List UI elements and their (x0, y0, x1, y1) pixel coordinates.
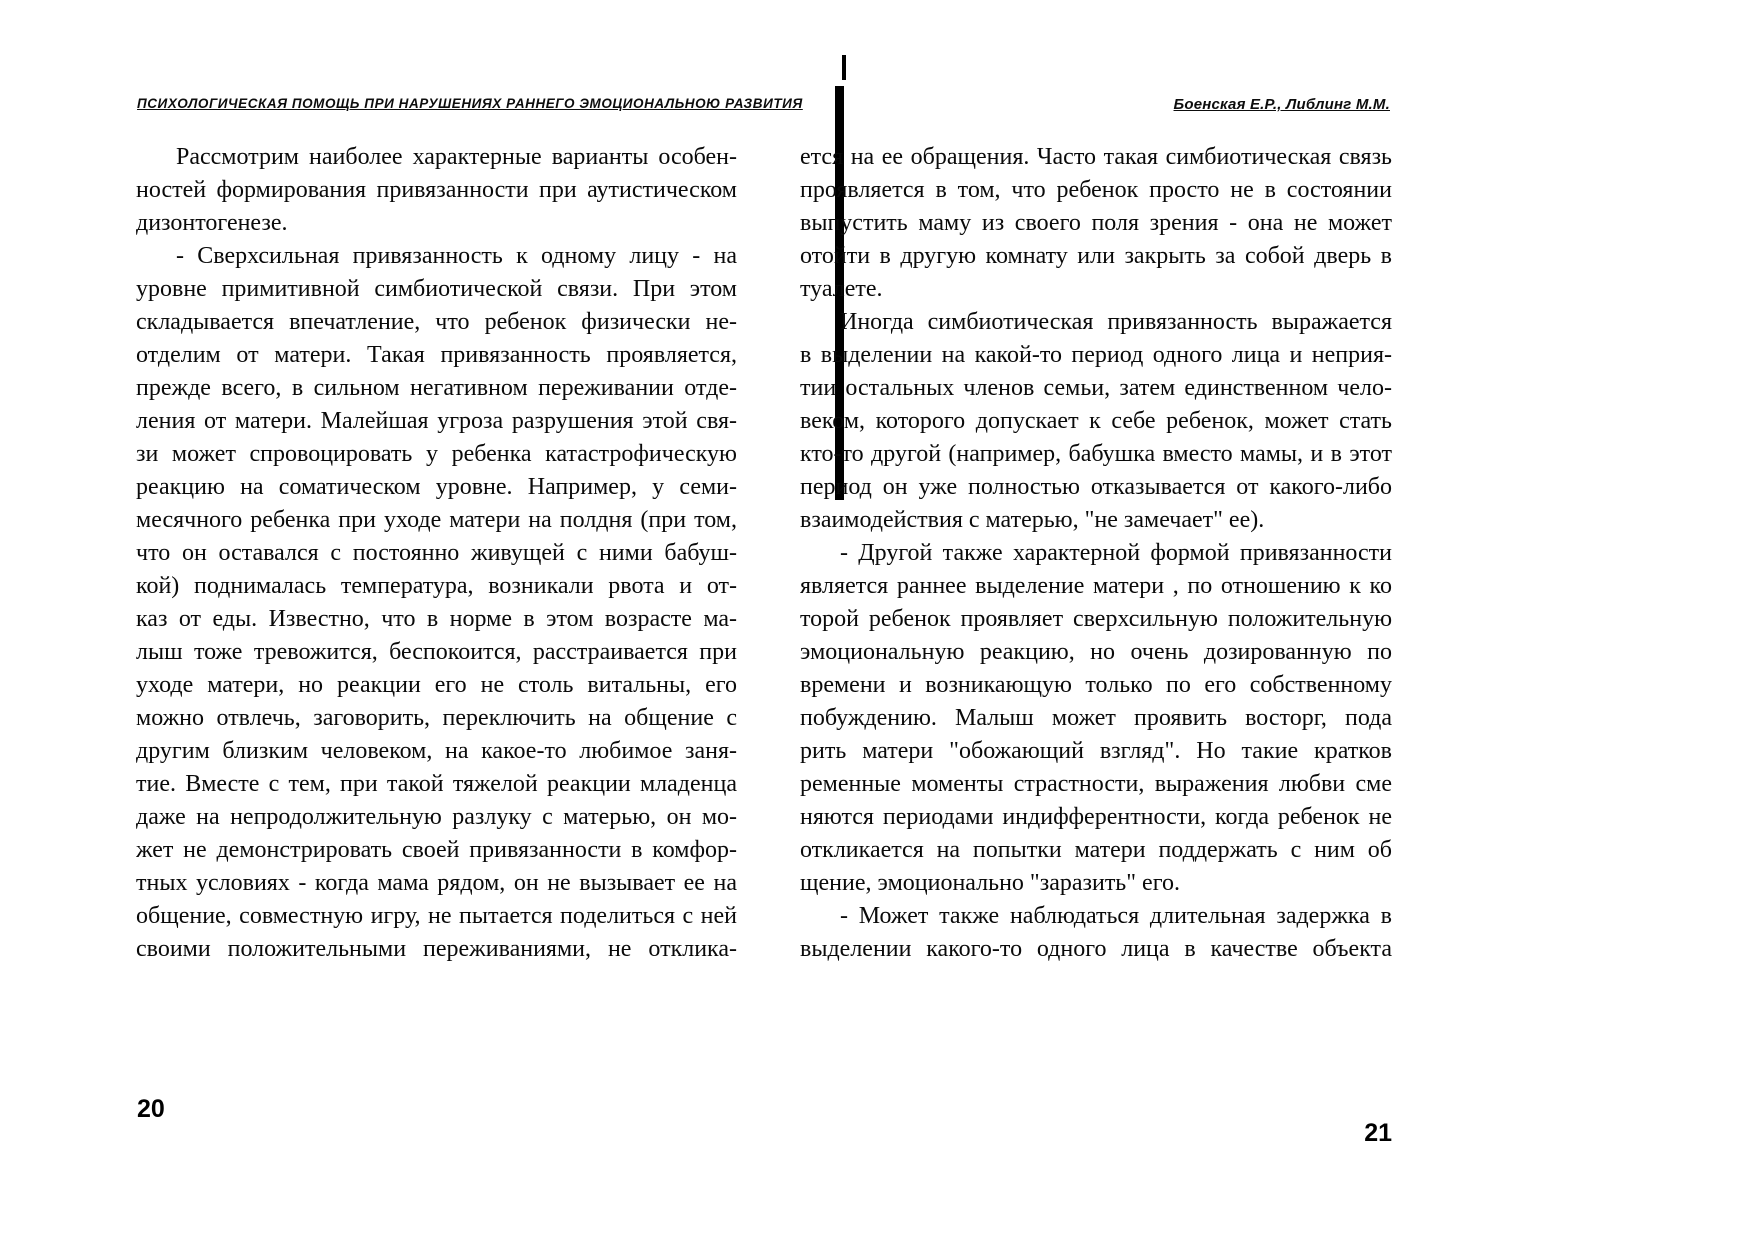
text-line: выпустить маму из своего поля зрения - она не может (800, 210, 1392, 236)
text-line: складывается впечатление, что ребенок физически не- (136, 309, 737, 335)
text-line: лыш тоже тревожится, беспокоится, расстраивается при (136, 639, 737, 665)
running-head-right: Боенская Е.Р., Либлинг М.М. (1173, 96, 1390, 113)
text-line: является раннее выделение матери , по отношению к ко (800, 573, 1392, 599)
text-line: тие. Вместе с тем, при такой тяжелой реакции младенца (136, 771, 737, 797)
page-number-left: 20 (137, 1095, 165, 1123)
text-line: кой) поднималась температура, возникали рвота и от- (136, 573, 737, 599)
text-line: туалете. (800, 276, 883, 302)
text-line: своими положительными переживаниями, не отклика- (136, 936, 737, 962)
text-line: можно отвлечь, заговорить, переключить на общение с (136, 705, 737, 731)
text-line: тии остальных членов семьи, затем единственном чело- (800, 375, 1392, 401)
text-line: ления от матери. Малейшая угроза разрушения этой свя- (136, 408, 737, 434)
text-line: ется на ее обращения. Часто такая симбиотическая связь (800, 144, 1392, 170)
text-line: уровне примитивной симбиотической связи. При этом (136, 276, 737, 302)
text-line: даже на непродолжительную разлуку с матерью, он мо- (136, 804, 737, 830)
text-line: проявляется в том, что ребенок просто не в состоянии (800, 177, 1392, 203)
text-line: в выделении на какой-то период одного лица и неприя- (800, 342, 1392, 368)
page-left-text-column (136, 141, 737, 966)
text-line: месячного ребенка при уходе матери на полдня (при том, (136, 507, 737, 533)
page-number-right: 21 (1364, 1119, 1392, 1147)
text-line: побуждению. Малыш может проявить восторг, пода (800, 705, 1392, 731)
text-line: зи может спровоцировать у ребенка катастрофическую (136, 441, 737, 467)
text-line: другим близким человеком, на какое-то любимое заня- (136, 738, 737, 764)
text-line: прежде всего, в сильном негативном переживании отде- (136, 375, 737, 401)
text-line: ностей формирования привязанности при аутистическом (136, 177, 737, 203)
text-line: Иногда симбиотическая привязанность выражается (840, 309, 1392, 335)
text-line: реакцию на соматическом уровне. Например, у семи- (136, 474, 737, 500)
text-line: дизонтогенезе. (136, 210, 288, 236)
text-line: отойти в другую комнату или закрыть за собой дверь в (800, 243, 1392, 269)
text-line: откликается на попытки матери поддержать с ним об (800, 837, 1392, 863)
page-right-text-column (800, 141, 1392, 966)
text-line: взаимодействия с матерью, "не замечает" ее). (800, 507, 1265, 533)
text-line: период он уже полностью отказывается от какого-либо (800, 474, 1392, 500)
page-divider-tick (842, 55, 846, 80)
text-line: рить матери "обожающий взгляд". Но такие кратков (800, 738, 1392, 764)
text-line: - Может также наблюдаться длительная задержка в (840, 903, 1392, 929)
text-line: - Другой также характерной формой привязанности (840, 540, 1392, 566)
text-line: щение, эмоционально "заразить" его. (800, 870, 1180, 896)
text-line: ременные моменты страстности, выражения любви сме (800, 771, 1392, 797)
text-line: кто-то другой (например, бабушка вместо мамы, и в этот (800, 441, 1392, 467)
text-line: тных условиях - когда мама рядом, он не вызывает ее на (136, 870, 737, 896)
text-line: торой ребенок проявляет сверхсильную положительную (800, 606, 1392, 632)
text-line: - Сверхсильная привязанность к одному лицу - на (176, 243, 737, 269)
text-line: няются периодами индифферентности, когда ребенок не (800, 804, 1392, 830)
text-line: что он оставался с постоянно живущей с ними бабуш- (136, 540, 737, 566)
text-line: каз от еды. Известно, что в норме в этом возрасте ма- (136, 606, 737, 632)
text-line: веком, которого допускает к себе ребенок, может стать (800, 408, 1392, 434)
text-line: отделим от матери. Такая привязанность проявляется, (136, 342, 737, 368)
text-line: времени и возникающую только по его собственному (800, 672, 1392, 698)
text-line: эмоциональную реакцию, но очень дозированную по (800, 639, 1392, 665)
text-line: выделении какого-то одного лица в качестве объекта (800, 936, 1392, 962)
text-line: уходе матери, но реакции его не столь витальны, его (136, 672, 737, 698)
running-head-left: ПСИХОЛОГИЧЕСКАЯ ПОМОЩЬ ПРИ НАРУШЕНИЯХ РАННЕГО ЭМОЦИОНАЛЬНОЮ РАЗВИТИЯ (137, 96, 803, 111)
text-line: Рассмотрим наиболее характерные варианты особен- (176, 144, 737, 170)
text-line: жет не демонстрировать своей привязанности в комфор- (136, 837, 737, 863)
text-line: общение, совместную игру, не пытается поделиться с ней (136, 903, 737, 929)
